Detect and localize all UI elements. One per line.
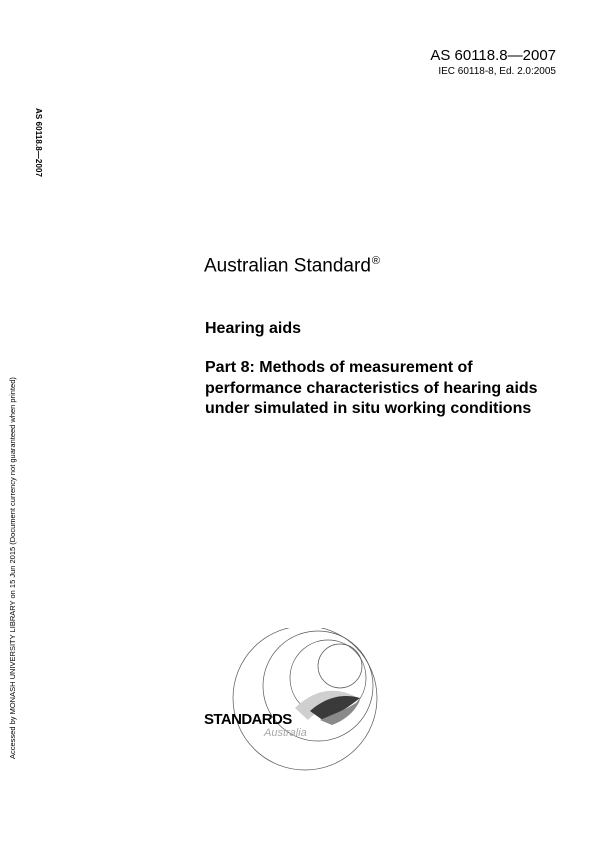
standards-australia-logo-icon	[200, 628, 390, 778]
standard-number: AS 60118.8—2007	[430, 47, 556, 64]
document-title: Hearing aids	[205, 320, 302, 337]
side-standard-code: AS 60118.8—2007	[34, 108, 43, 178]
part-title: Part 8: Methods of measurement of performance characteristics of hearing aids under simulated in situ working conditions	[205, 359, 538, 417]
logo-subtitle: Australia	[264, 727, 307, 739]
registered-mark: ®	[371, 255, 380, 267]
logo-wordmark: STANDARDS	[204, 711, 292, 728]
access-notice: Accessed by MONASH UNIVERSITY LIBRARY on 15 Jun 2015 (Document currency not guaranteed when printed)	[8, 377, 17, 759]
series-heading	[204, 255, 380, 277]
series-label: Australian Standard	[204, 255, 371, 277]
iec-number: IEC 60118-8, Ed. 2.0:2005	[438, 66, 556, 77]
